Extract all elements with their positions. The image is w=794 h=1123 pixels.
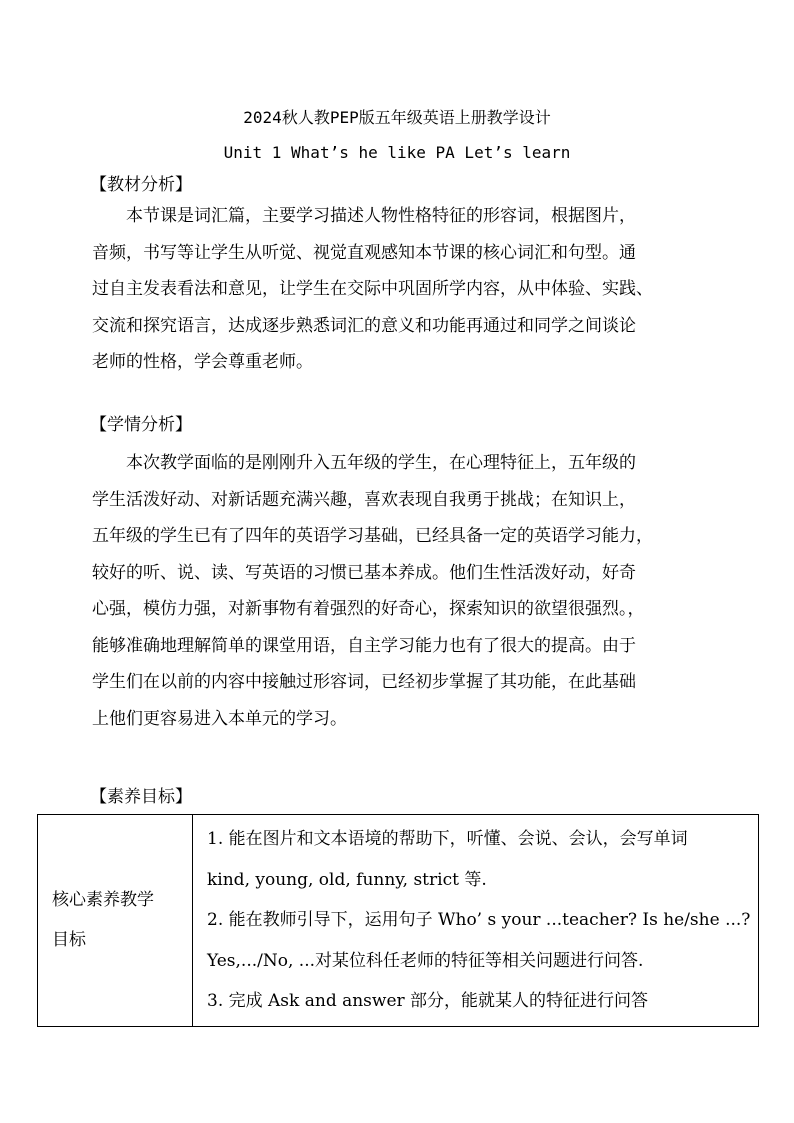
goals-table	[37, 814, 759, 1027]
section-heading-goals: 【素养目标】	[90, 787, 192, 807]
goal-item-line: 3. 完成 Ask and answer 部分，能就某人的特征进行问答	[207, 991, 649, 1011]
paragraph-line: 学生们在以前的内容中接触过形容词，已经初步掌握了其功能，在此基础	[92, 672, 636, 692]
paragraph-line: 心强，模仿力强，对新事物有着强烈的好奇心，探索知识的欲望很强烈。，	[92, 599, 645, 619]
goal-item-line: Yes,.../No, ...对某位科任老师的特征等相关问题进行问答.	[207, 950, 644, 971]
goal-item-line: 1. 能在图片和文本语境的帮助下，听懂、会说、会认，会写单词	[207, 829, 688, 849]
goals-label-line: 目标	[52, 930, 86, 951]
paragraph-line: 学生活泼好动、对新话题充满兴趣，喜欢表现自我勇于挑战；在知识上，	[92, 489, 636, 510]
goals-items-cell	[193, 815, 759, 1027]
paragraph-line: 上他们更容易进入本单元的学习。	[92, 708, 347, 729]
section-heading-students: 【学情分析】	[90, 415, 192, 435]
section-heading-analysis: 【教材分析】	[90, 175, 192, 195]
analysis-paragraph	[92, 198, 732, 381]
goals-label-line: 核心素养教学	[52, 890, 154, 911]
paragraph-line: 较好的听、说、读、写英语的习惯已基本养成。他们生性活泼好动，好奇	[92, 562, 636, 583]
goals-label-cell	[38, 815, 193, 1027]
paragraph-line: 五年级的学生已有了四年的英语学习基础，已经具备一定的英语学习能力，	[92, 526, 653, 546]
table-row	[38, 815, 759, 1027]
paragraph-line: 能够准确地理解简单的课堂用语，自主学习能力也有了很大的提高。由于	[92, 635, 636, 656]
students-paragraph	[92, 445, 732, 737]
paragraph-line: 本节课是词汇篇，主要学习描述人物性格特征的形容词，根据图片，	[126, 206, 636, 226]
document-subtitle: Unit 1 What’s he like PA Let’s learn	[223, 143, 571, 162]
paragraph-line: 老师的性格，学会尊重老师。	[92, 352, 313, 372]
paragraph-line: 交流和探究语言，达成逐步熟悉词汇的意义和功能再通过和同学之间谈论	[92, 315, 636, 336]
goal-item-line: 2. 能在教师引导下，运用句子 Who’ s your ...teacher? Is he/she ...?	[207, 910, 751, 930]
paragraph-line: 过自主发表看法和意见，让学生在交际中巩固所学内容，从中体验、实践、	[92, 279, 653, 299]
goal-item-line: kind, young, old, funny, strict 等.	[207, 869, 487, 890]
paragraph-line: 本次教学面临的是刚刚升入五年级的学生，在心理特征上，五年级的	[126, 453, 636, 473]
paragraph-line: 音频，书写等让学生从听觉、视觉直观感知本节课的核心词汇和句型。通	[92, 242, 636, 263]
document-title: 2024秋人教PEP版五年级英语上册教学设计	[243, 108, 551, 127]
